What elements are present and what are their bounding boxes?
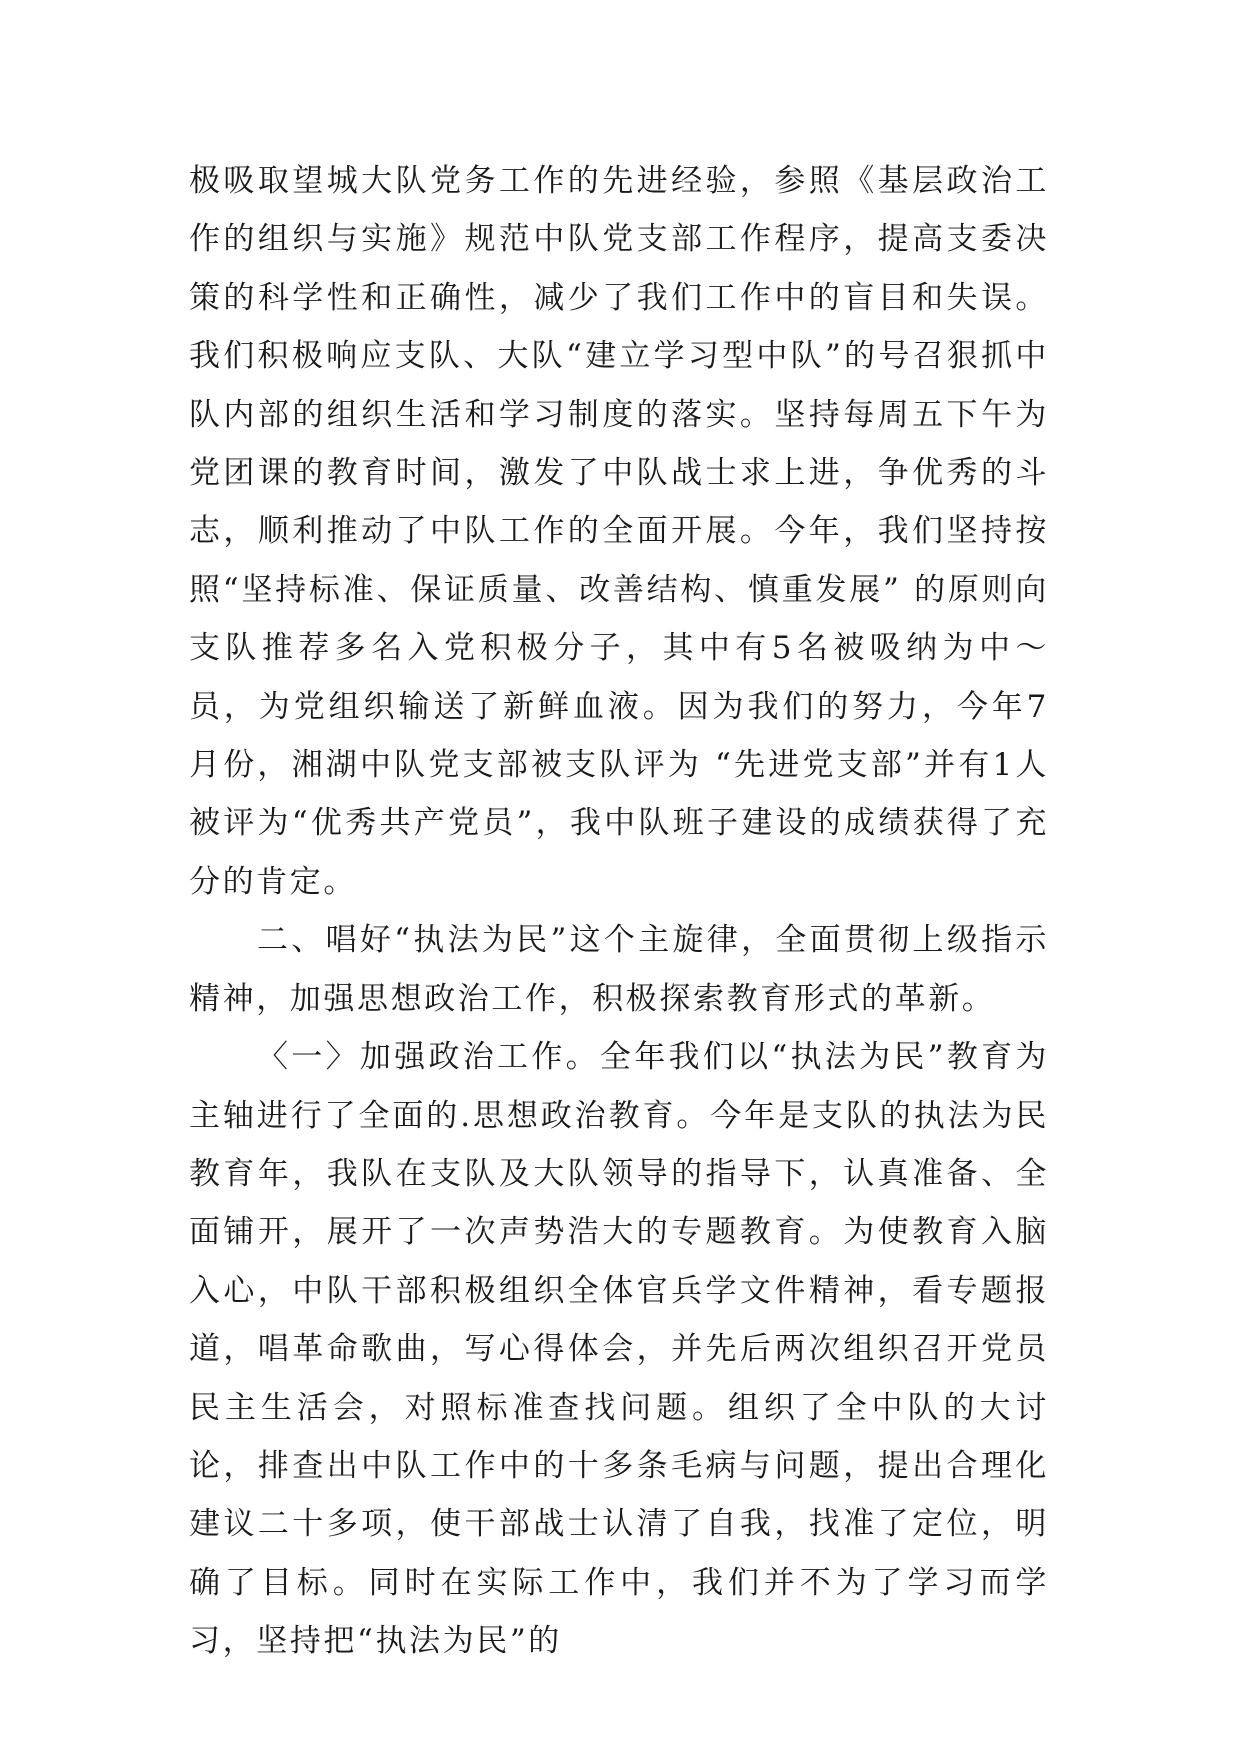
paragraph-section-two-heading: 二、唱好“执法为民”这个主旋律，全面贯彻上级指示精神，加强思想政治工作，积极探索教育形式的革新。 (189, 922, 1049, 1017)
paragraph-party-work: 极吸取望城大队党务工作的先进经验，参照《基层政治工作的组织与实施》规范中队党支部工作程序，提高支委决策的科学性和正确性，减少了我们工作中的盲目和失误。我们积极响应支队、大队“建立学习型中队”的号召狠抓中队内部的组织生活和学习制度的落实。坚持每周五下午为党团课的教育时间，激发了中队战士求上进，争优秀的斗志，顺利推动了中队工作的全面开展。今年，我们坚持按照“坚持标准、保证质量、改善结构、慎重发展” 的原则向支队推荐多名入党积极分子，其中有5名被吸纳为中～员，为党组织输送了新鲜血液。因为我们的努力，今年7月份，湘湖中队党支部被支队评为 “先进党支部”并有1人被评为“优秀共产党员”，我中队班子建设的成绩获得了充分的肯定。 (189, 163, 1049, 900)
paragraph-political-work: 〈一〉加强政治工作。全年我们以“执法为民”教育为主轴进行了全面的.思想政治教育。今年是支队的执法为民教育年，我队在支队及大队领导的指导下，认真准备、全面铺开，展开了一次声势浩大的专题教育。为使教育入脑入心，中队干部积极组织全体官兵学文件精神，看专题报道，唱革命歌曲，写心得体会，并先后两次组织召开党员民主生活会，对照标准查找问题。组织了全中队的大讨论，排查出中队工作中的十多条毛病与问题，提出合理化建议二十多项，使干部战士认清了自我，找准了定位，明确了目标。同时在实际工作中，我们并不为了学习而学习，坚持把“执法为民”的 (189, 1039, 1049, 1660)
body-text (189, 152, 1049, 1671)
